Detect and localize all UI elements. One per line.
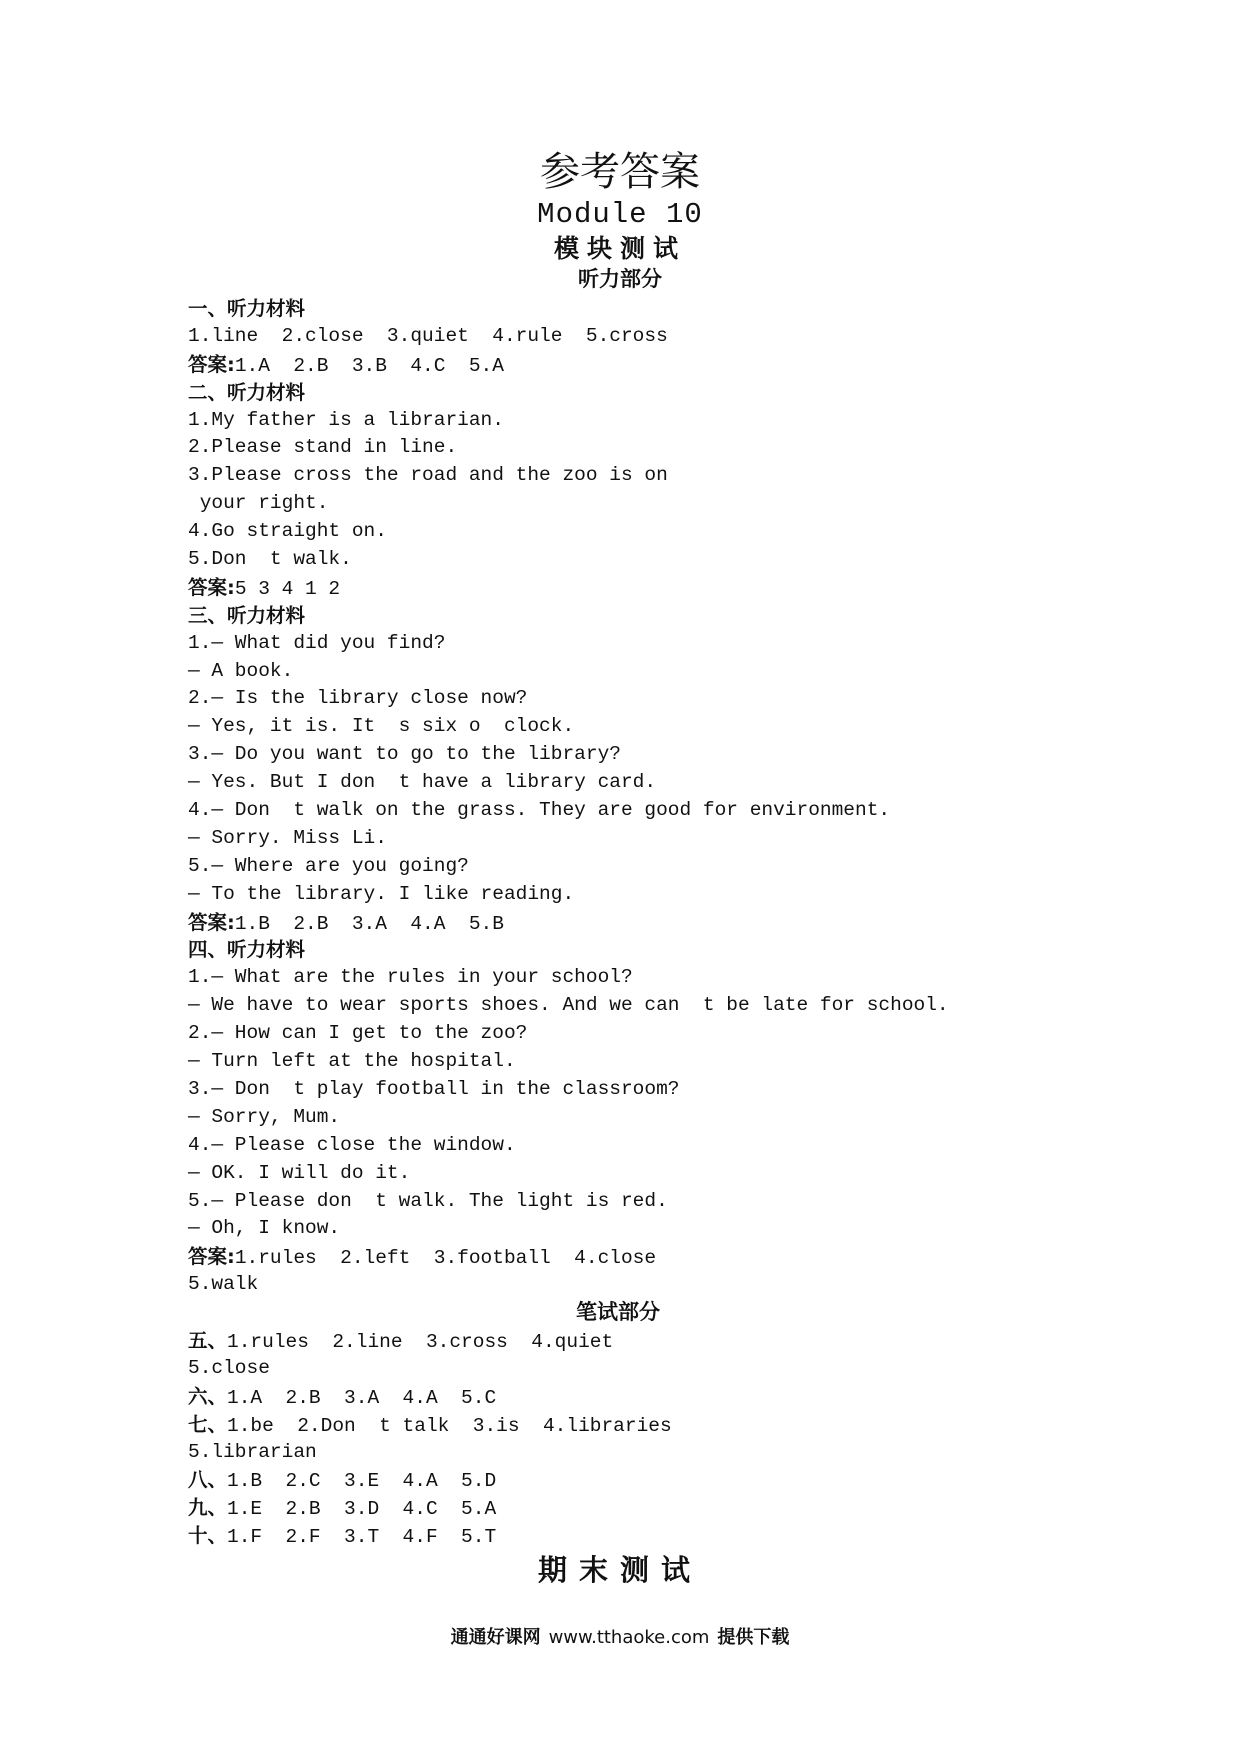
s3-material-line: 5.— Where are you going? <box>188 854 469 877</box>
s2-answer: 5 3 4 1 2 <box>234 577 341 600</box>
s7-answer: 1.be 2.Don t talk 3.is 4.libraries <box>227 1414 672 1437</box>
s2-answer-line <box>188 574 1008 602</box>
answer-label: 答案: <box>188 1245 235 1269</box>
s3-material-line: 1.— What did you find? <box>188 631 446 654</box>
s3-material-line: — Yes. But I don t have a library card. <box>188 771 657 794</box>
s2-material-line: 3.Please cross the road and the zoo is on <box>188 464 668 487</box>
s3-material-line: — Yes, it is. It s six o clock. <box>188 715 575 738</box>
s5-answer-continued: 5.close <box>188 1356 270 1379</box>
s5-label: 五、 <box>188 1328 228 1352</box>
s3-material-line: — Sorry. Miss Li. <box>188 826 387 849</box>
footer-site-name: 通通好课网 <box>450 1627 541 1648</box>
s4-material-line: — Sorry, Mum. <box>188 1105 341 1128</box>
module-title: Module 10 <box>537 198 703 231</box>
section-title: 模块测试 <box>553 234 686 263</box>
s4-answer-continued: 5.walk <box>188 1273 259 1296</box>
s2-material-line: your right. <box>188 492 329 515</box>
footer <box>0 1623 1240 1649</box>
s7-answer-continued: 5.librarian <box>188 1440 317 1463</box>
s8-answer-line <box>188 1466 1008 1494</box>
s2-material-line: 1.My father is a librarian. <box>188 408 504 431</box>
page-title: 参考答案 <box>540 149 700 195</box>
s4-material-line: 5.— Please don t walk. The light is red. <box>188 1189 668 1212</box>
s3-material-line: — To the library. I like reading. <box>188 882 575 905</box>
s3-material-line: — A book. <box>188 659 294 682</box>
s2-heading: 二、听力材料 <box>188 380 306 404</box>
s8-label: 八、 <box>188 1468 228 1492</box>
s4-material-line: — Oh, I know. <box>188 1217 341 1240</box>
s4-material-line: — Turn left at the hospital. <box>188 1050 516 1073</box>
answer-label: 答案: <box>188 575 235 599</box>
s10-answer-line <box>188 1522 1008 1550</box>
listening-part-heading: 听力部分 <box>578 267 662 291</box>
s9-answer-line <box>188 1494 1008 1522</box>
s1-answer: 1.A 2.B 3.B 4.C 5.A <box>234 354 504 377</box>
footer-url-link[interactable]: www.tthaoke.com <box>548 1627 710 1648</box>
s1-answer-line <box>188 351 1008 379</box>
s4-material-line: 2.— How can I get to the zoo? <box>188 1022 528 1045</box>
s10-label: 十、 <box>188 1524 228 1548</box>
s4-material-line: — We have to wear sports shoes. And we can t be late for school. <box>188 994 949 1017</box>
s4-answer: 1.rules 2.left 3.football 4.close <box>234 1247 657 1270</box>
s7-label: 七、 <box>188 1412 228 1436</box>
s3-material-line: 2.— Is the library close now? <box>188 687 528 710</box>
s9-label: 九、 <box>188 1496 228 1520</box>
s2-material-line: 4.Go straight on. <box>188 520 387 543</box>
s3-answer: 1.B 2.B 3.A 4.A 5.B <box>234 912 504 935</box>
s3-heading: 三、听力材料 <box>188 603 306 627</box>
s5-answer-line <box>188 1327 1008 1355</box>
s4-material-line: 3.— Don t play football in the classroom? <box>188 1077 680 1100</box>
s4-answer-line <box>188 1243 1008 1271</box>
s6-answer: 1.A 2.B 3.A 4.A 5.C <box>227 1386 497 1409</box>
s4-heading: 四、听力材料 <box>188 938 306 962</box>
s4-material-line: 1.— What are the rules in your school? <box>188 966 633 989</box>
answer-label: 答案: <box>188 352 235 376</box>
s8-answer: 1.B 2.C 3.E 4.A 5.D <box>227 1470 497 1493</box>
s2-material-line: 2.Please stand in line. <box>188 436 458 459</box>
written-part-heading: 笔试部分 <box>576 1300 660 1325</box>
s6-label: 六、 <box>188 1384 228 1408</box>
s4-material-line: — OK. I will do it. <box>188 1161 411 1184</box>
answer-label: 答案: <box>188 910 235 934</box>
s3-material-line: 3.— Do you want to go to the library? <box>188 743 621 766</box>
s5-answer: 1.rules 2.line 3.cross 4.quiet <box>227 1330 614 1353</box>
s7-answer-line <box>188 1411 1008 1439</box>
s2-material-line: 5.Don t walk. <box>188 548 352 571</box>
s1-heading: 一、听力材料 <box>188 297 306 320</box>
s3-material-line: 4.— Don t walk on the grass. They are good for environment. <box>188 799 891 822</box>
answer-body <box>188 295 1008 1550</box>
s6-answer-line <box>188 1383 1008 1411</box>
s9-answer: 1.E 2.B 3.D 4.C 5.A <box>227 1498 497 1521</box>
s1-material-line: 1.line 2.close 3.quiet 4.rule 5.cross <box>188 324 668 347</box>
footer-download-text: 提供下载 <box>717 1627 790 1648</box>
s4-material-line: 4.— Please close the window. <box>188 1133 516 1156</box>
s3-answer-line <box>188 909 1008 937</box>
s10-answer: 1.F 2.F 3.T 4.F 5.T <box>227 1526 497 1549</box>
final-test-heading: 期末测试 <box>537 1553 702 1587</box>
